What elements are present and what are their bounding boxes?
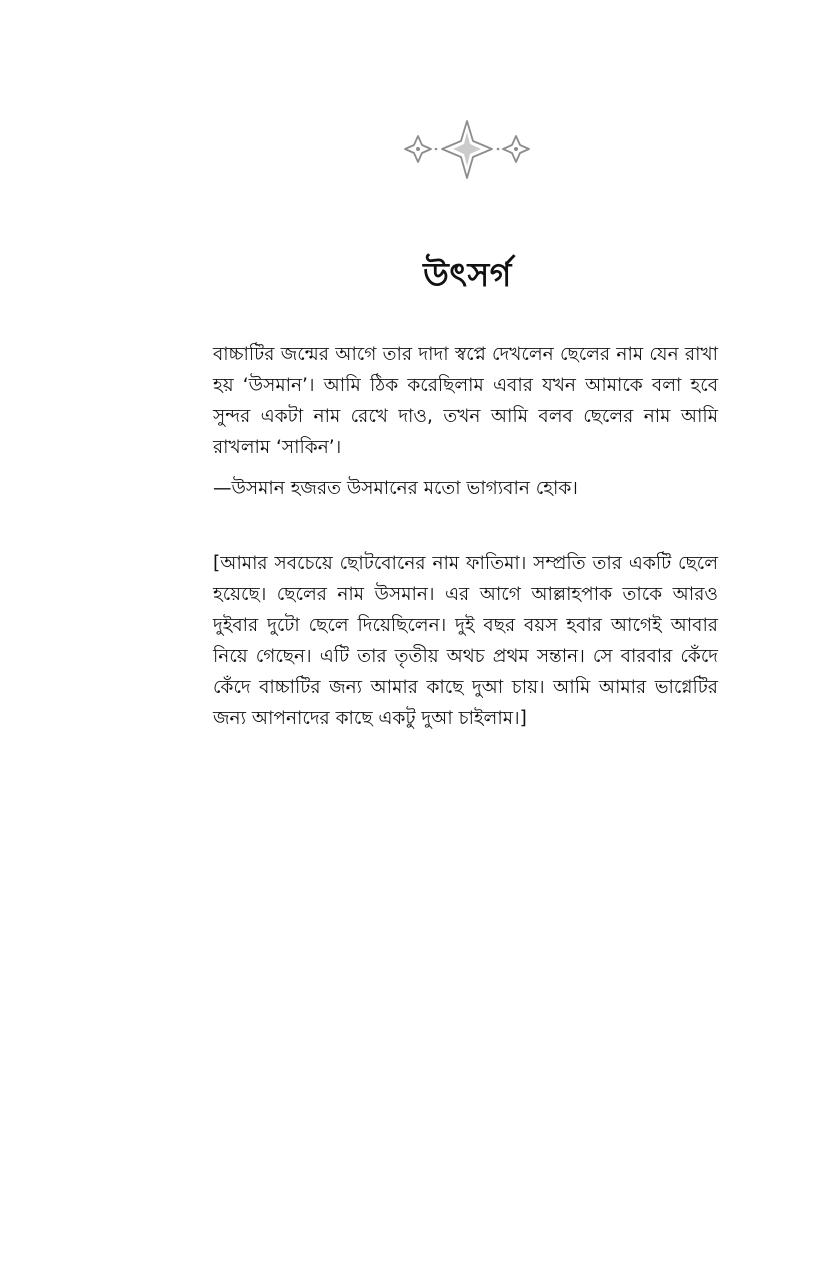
dedication-paragraph: বাচ্চাটির জন্মের আগে তার দাদা স্বপ্নে দেখলেন ছেলের নাম যেন রাখা হয় ‘উসমান’। আমি ঠিক করেছিলাম এবার যখন আমাকে বলা হবে সুন্দর একটা নাম রেখে দাও, তখন আমি বলব ছেলের নাম আমি রাখলাম ‘সাকিন’। (213, 344, 718, 458)
page-title: উৎসর্গ (423, 255, 512, 294)
sparkle-ornament-icon (400, 118, 535, 182)
dedication-wish: —উসমান হজরত উসমানের মতো ভাগ্যবান হোক। (213, 478, 578, 499)
note-paragraph: [আমার সবচেয়ে ছোটবোনের নাম ফাতিমা। সম্প্রতি তার একটি ছেলে হয়েছে। ছেলের নাম উসমান। এর আগে আল্লাহপাক তাকে আরও দুইবার দুটো ছেলে দিয়েছিলেন। দুই বছর বয়স হবার আগেই আবার নিয়ে গেছেন। এটি তার তৃতীয় অথচ প্রথম সন্তান। সে বারবার কেঁদে কেঁদে বাচ্চাটির জন্য আমার কাছে দুআ চায়। আমি আমার ভাগ্নেটির জন্য আপনাদের কাছে একটু দুআ চাইলাম।] (213, 553, 718, 729)
